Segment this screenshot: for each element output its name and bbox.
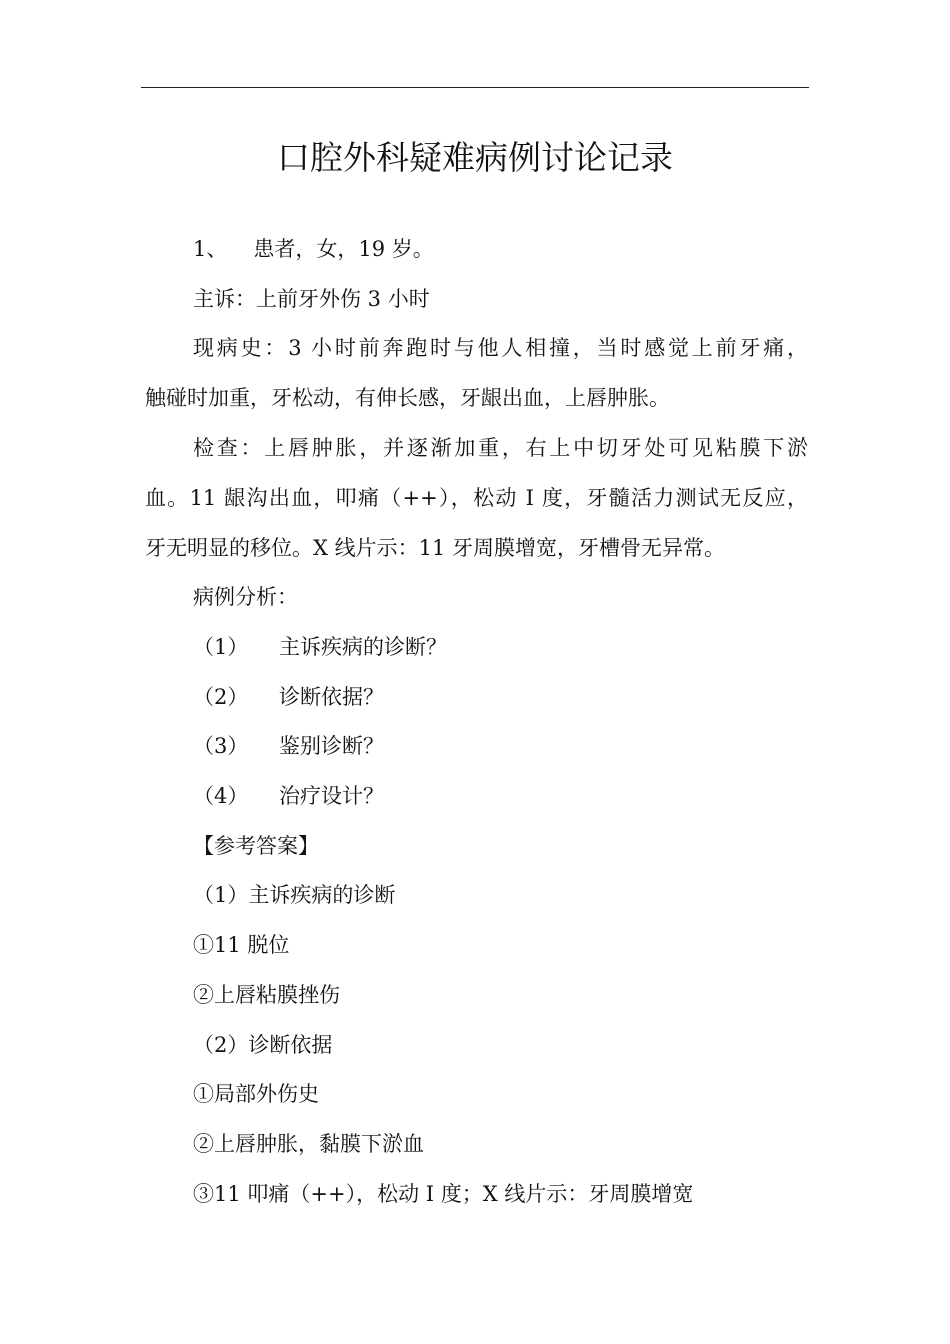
question-item [193,731,384,761]
patient-info: 患者，女，19 岁。 [253,237,434,261]
header-rule [141,87,809,88]
answers-heading: 【参考答案】 [193,834,319,858]
question-text: 诊断依据？ [279,685,384,709]
question-text: 鉴别诊断？ [279,734,384,758]
diagnosis-item: ①11 脱位 [193,933,290,957]
chief-complaint: 主诉：上前牙外伤 3 小时 [193,287,430,311]
basis-item: ①局部外伤史 [193,1082,319,1106]
question-item [193,632,447,662]
question-number: （1） [193,635,249,659]
question-text: 主诉疾病的诊断？ [279,635,447,659]
exam-line-2: 血。11 龈沟出血，叩痛（++），松动 I 度，牙髓活力测试无反应， [145,486,808,510]
case-number-line [193,234,434,264]
basis-item: ③11 叩痛（++），松动 I 度；X 线片示：牙周膜增宽 [193,1182,694,1206]
basis-item: ②上唇肿胀，黏膜下淤血 [193,1132,424,1156]
present-illness-line-1: 现病史：3 小时前奔跑时与他人相撞，当时感觉上前牙痛， [193,336,808,360]
exam-line-3: 牙无明显的移位。X 线片示：11 牙周膜增宽，牙槽骨无异常。 [145,536,726,560]
analysis-heading: 病例分析： [193,585,298,609]
question-item [193,682,384,712]
exam-line-1: 检查：上唇肿胀，并逐渐加重，右上中切牙处可见粘膜下淤 [193,436,808,460]
present-illness-line-2: 触碰时加重，牙松动，有伸长感，牙龈出血，上唇肿胀。 [145,386,670,410]
page-title: 口腔外科疑难病例讨论记录 [277,138,673,177]
diagnosis-heading: （1）主诉疾病的诊断 [193,883,396,907]
basis-heading: （2）诊断依据 [193,1033,333,1057]
question-text: 治疗设计？ [279,784,384,808]
case-number: 1、 [193,237,228,261]
question-number: （2） [193,685,249,709]
diagnosis-item: ②上唇粘膜挫伤 [193,983,340,1007]
question-number: （3） [193,734,249,758]
question-item [193,781,384,811]
question-number: （4） [193,784,249,808]
